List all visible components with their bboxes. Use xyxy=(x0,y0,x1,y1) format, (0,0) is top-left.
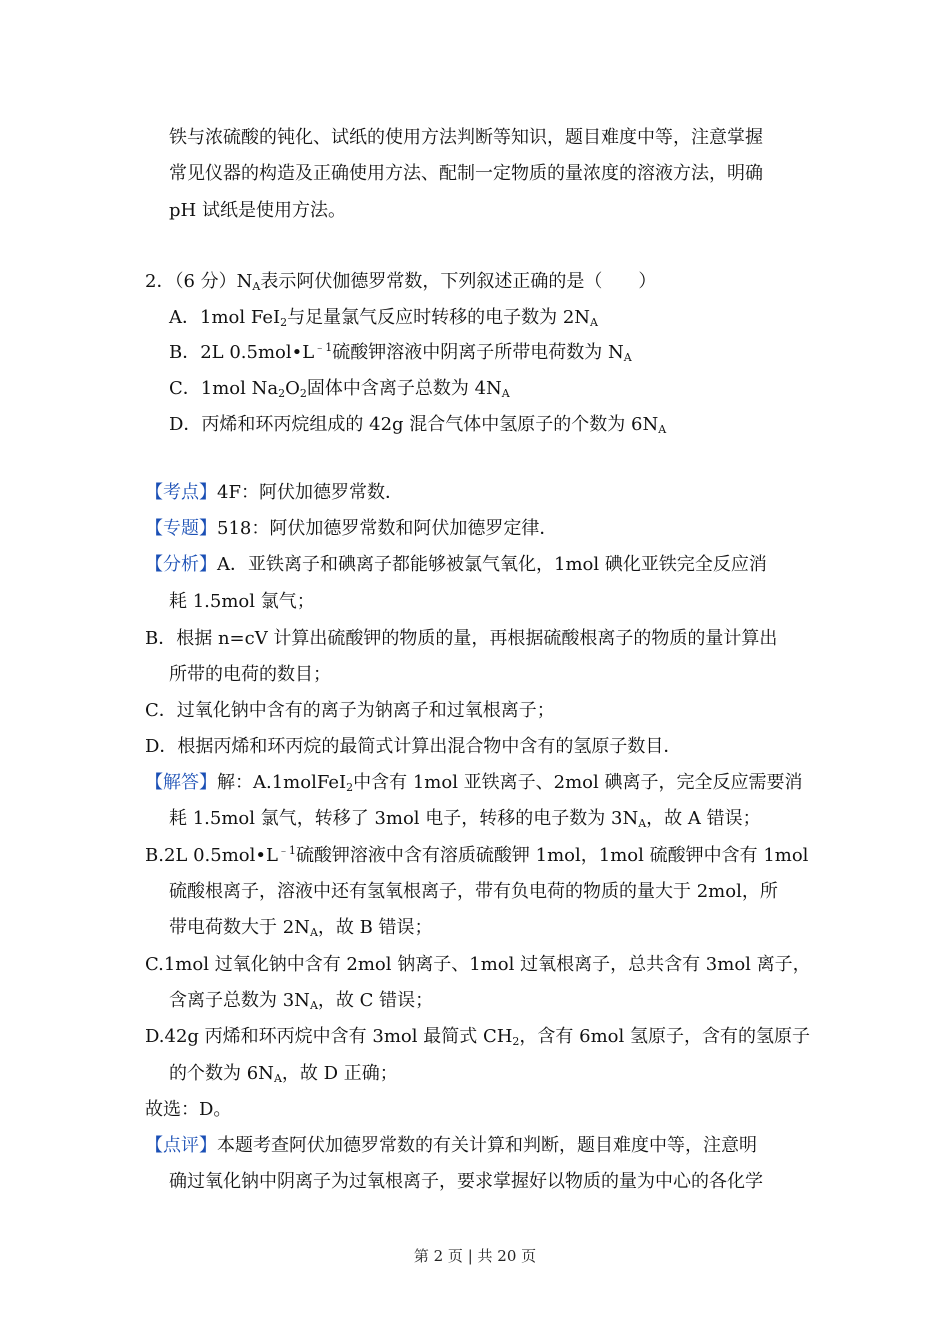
zhuanti-label: 【专题】 xyxy=(145,518,217,539)
text: 所带的电荷的数目； xyxy=(169,664,331,685)
fenxi-line-2 xyxy=(169,590,315,614)
subscript: A xyxy=(309,999,318,1012)
option-b xyxy=(169,341,632,365)
text: 耗 1.5mol 氯气； xyxy=(169,591,315,612)
text: 故选：D。 xyxy=(145,1099,232,1120)
text: D．丙烯和环丙烷组成的 42g 混合气体中氢原子的个数为 6N xyxy=(169,414,659,435)
fenxi-line-1 xyxy=(145,553,767,577)
text: 与足量氯气反应时转移的电子数为 2N xyxy=(287,307,591,328)
intro-line-2 xyxy=(169,162,763,186)
text: 4F：阿伏加德罗常数． xyxy=(217,482,403,503)
text: A．亚铁离子和碘离子都能够被氯气氧化，1mol 碘化亚铁完全反应消 xyxy=(217,554,767,575)
fenxi-line-4 xyxy=(169,663,331,687)
text: 硫酸根离子，溶液中还有氢氧根离子，带有负电荷的物质的量大于 2mol，所 xyxy=(169,881,778,902)
page-footer: 第 2 页 | 共 20 页 xyxy=(413,1247,537,1265)
text: B.2L 0.5mol•L xyxy=(145,845,278,866)
text: C．1mol Na xyxy=(169,378,279,399)
subscript: A xyxy=(309,926,318,939)
text: 本题考查阿伏加德罗常数的有关计算和判断，题目难度中等，注意明 xyxy=(217,1135,757,1156)
jieda-line-2 xyxy=(169,807,761,831)
intro-line-3 xyxy=(169,199,346,223)
subscript: A xyxy=(658,423,667,436)
text: 硫酸钾溶液中含有溶质硫酸钾 1mol，1mol 硫酸钾中含有 1mol xyxy=(295,845,809,866)
text: 常见仪器的构造及正确使用方法、配制一定物质的量浓度的溶液方法，明确 xyxy=(169,163,763,184)
subscript: 2 xyxy=(299,387,307,400)
jieda-line-8 xyxy=(145,1025,810,1049)
text: 518：阿伏加德罗常数和阿伏加德罗定律． xyxy=(217,518,558,539)
text: B．2L 0.5mol•L xyxy=(169,342,315,363)
text: 确过氧化钠中阴离子为过氧根离子，要求掌握好以物质的量为中心的各化学 xyxy=(169,1171,763,1192)
text: A．1mol FeI xyxy=(169,307,281,328)
subscript: A xyxy=(590,316,598,329)
subscript: A xyxy=(273,1072,282,1085)
text: ，故 D 正确； xyxy=(281,1063,398,1084)
text: 表示阿伏伽德罗常数，下列叙述正确的是（ ） xyxy=(260,271,657,292)
jieda-line-3 xyxy=(145,844,808,868)
text: pH 试纸是使用方法。 xyxy=(169,200,346,221)
text: C．过氧化钠中含有的离子为钠离子和过氧根离子； xyxy=(145,700,555,721)
text: D．根据丙烯和环丙烷的最简式计算出混合物中含有的氢原子数目． xyxy=(145,736,682,757)
kaodian-label: 【考点】 xyxy=(145,482,217,503)
option-c xyxy=(169,377,510,401)
jieda-line-9 xyxy=(169,1062,398,1086)
text: 带电荷数大于 2N xyxy=(169,917,310,938)
text: C.1mol 过氧化钠中含有 2mol 钠离子、1mol 过氧根离子，总共含有 3mol 离子， xyxy=(145,954,811,975)
zhuanti-line xyxy=(145,517,557,541)
text: 硫酸钾溶液中阴离子所带电荷数为 N xyxy=(332,342,624,363)
text: D.42g 丙烯和环丙烷中含有 3mol 最简式 CH xyxy=(145,1026,513,1047)
superscript: ﹣1 xyxy=(314,341,333,354)
intro-line-1 xyxy=(169,126,763,150)
question-stem xyxy=(145,270,656,294)
superscript: ﹣1 xyxy=(277,844,296,857)
subscript: 2 xyxy=(346,781,354,794)
jieda-line-6 xyxy=(145,953,811,977)
jieda-line-1 xyxy=(145,771,803,795)
fenxi-line-6 xyxy=(145,735,681,759)
dianping-line-1 xyxy=(145,1134,757,1158)
text: 含离子总数为 3N xyxy=(169,990,310,1011)
text: ，故 A 错误； xyxy=(646,808,761,829)
kaodian-line xyxy=(145,481,403,505)
dianping-label: 【点评】 xyxy=(145,1135,217,1156)
text: ，故 C 错误； xyxy=(317,990,434,1011)
subscript: 2 xyxy=(512,1035,520,1048)
text: 的个数为 6N xyxy=(169,1063,274,1084)
jieda-line-5 xyxy=(169,916,433,940)
fenxi-line-3 xyxy=(145,627,777,651)
subscript: 2 xyxy=(278,387,286,400)
text: 解：A.1molFeI xyxy=(217,772,347,793)
option-d xyxy=(169,413,666,437)
jieda-label: 【解答】 xyxy=(145,772,217,793)
text: 铁与浓硫酸的钝化、试纸的使用方法判断等知识，题目难度中等，注意掌握 xyxy=(169,127,763,148)
subscript: A xyxy=(252,280,261,293)
dianping-line-2 xyxy=(169,1170,763,1194)
text: ，故 B 错误； xyxy=(317,917,433,938)
text: 中含有 1mol 亚铁离子、2mol 碘离子，完全反应需要消 xyxy=(353,772,803,793)
answer-line xyxy=(145,1098,231,1122)
text: B．根据 n=cV 计算出硫酸钾的物质的量，再根据硫酸根离子的物质的量计算出 xyxy=(145,628,778,649)
text: O xyxy=(285,378,300,399)
jieda-line-7 xyxy=(169,989,433,1013)
subscript: A xyxy=(638,817,647,830)
subscript: A xyxy=(623,351,632,364)
fenxi-label: 【分析】 xyxy=(145,554,217,575)
text: 固体中含离子总数为 4N xyxy=(306,378,502,399)
text: ，含有 6mol 氢原子，含有的氢原子 xyxy=(519,1026,810,1047)
fenxi-line-5 xyxy=(145,699,555,723)
text: 耗 1.5mol 氯气，转移了 3mol 电子，转移的电子数为 3N xyxy=(169,808,639,829)
option-a xyxy=(169,306,598,330)
jieda-line-4 xyxy=(169,880,778,904)
subscript: A xyxy=(501,387,510,400)
text: 2．（6 分）N xyxy=(145,271,253,292)
subscript: 2 xyxy=(280,316,288,329)
